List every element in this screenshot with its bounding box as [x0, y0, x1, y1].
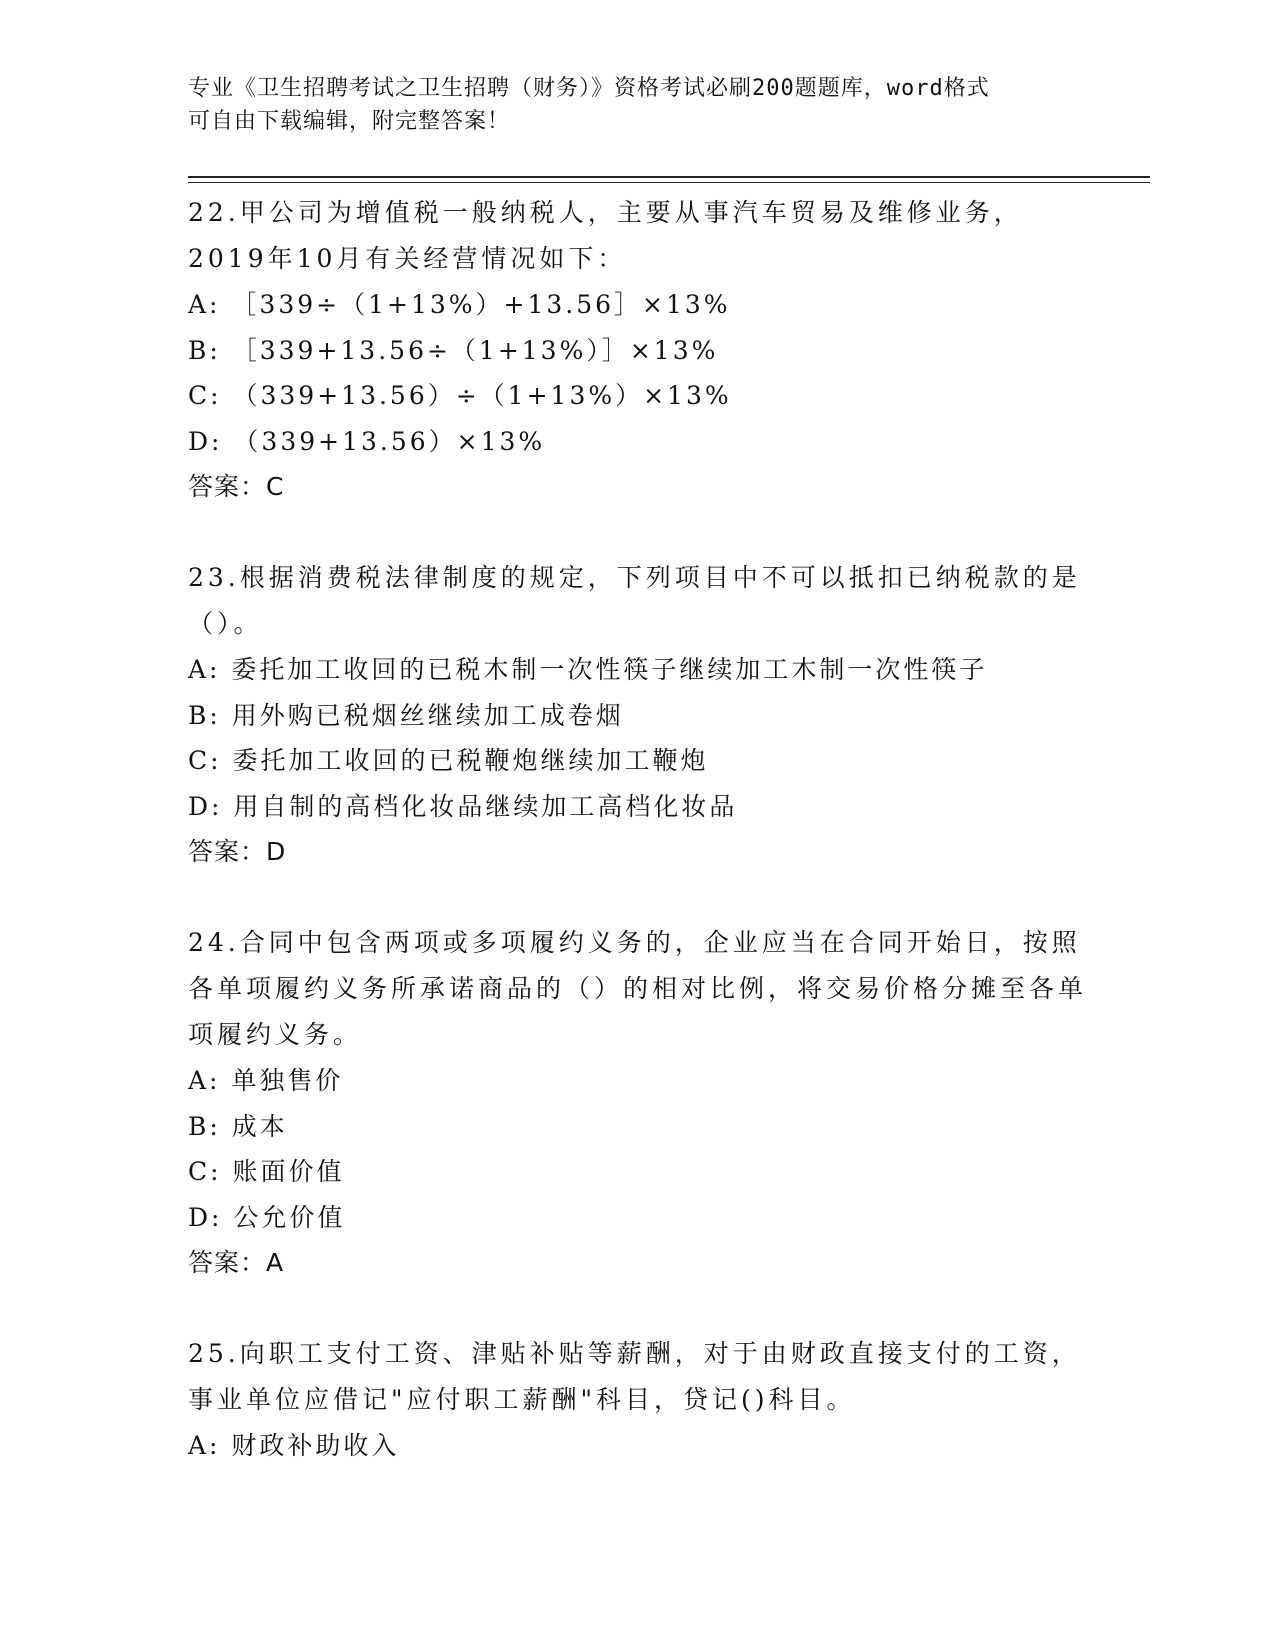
answer: 答案：A	[188, 1248, 285, 1277]
option-c: C: 委托加工收回的已税鞭炮继续加工鞭炮	[188, 746, 709, 775]
question-text: 22.甲公司为增值税一般纳税人，主要从事汽车贸易及维修业务，2019年10月有关经营情况如下：	[188, 198, 1023, 273]
option-a: A: 单独售价	[188, 1066, 344, 1095]
option-c: C: 账面价值	[188, 1157, 345, 1186]
question-22	[188, 190, 1088, 510]
option-b: B: 用外购已税烟丝继续加工成卷烟	[188, 700, 624, 730]
option-c: C: （339+13.56）÷（1+13%）×13%	[188, 381, 732, 410]
answer: 答案：D	[188, 837, 287, 866]
option-b: B: ［339+13.56÷（1+13%）］×13%	[188, 335, 719, 365]
option-a: A: 委托加工收回的已税木制一次性筷子继续加工木制一次性筷子	[188, 655, 988, 684]
document-header	[188, 72, 1088, 138]
option-d: D: 公允价值	[188, 1202, 346, 1232]
question-text: 23.根据消费税法律制度的规定，下列项目中不可以抵扣已纳税款的是（）。	[188, 563, 1081, 638]
option-d: D: （339+13.56）×13%	[188, 426, 546, 456]
header-line-2: 可自由下载编辑，附完整答案！	[188, 109, 511, 134]
header-line-1: 专业《卫生招聘考试之卫生招聘（财务）》资格考试必刷200题题库，word格式	[188, 76, 990, 101]
question-list	[188, 190, 1088, 1514]
question-text: 25.向职工支付工资、津贴补贴等薪酬，对于由财政直接支付的工资，事业单位应借记"应付职工薪酬"科目，贷记()科目。	[188, 1339, 1081, 1414]
header-divider-thin	[188, 182, 1150, 183]
option-a: A: 财政补助收入	[188, 1431, 400, 1460]
option-a: A: ［339÷（1+13%）+13.56］×13%	[188, 290, 731, 319]
option-b: B: 成本	[188, 1111, 288, 1141]
question-text: 24.合同中包含两项或多项履约义务的，企业应当在合同开始日，按照各单项履约义务所承诺商品的（）的相对比例，将交易价格分摊至各单项履约义务。	[188, 928, 1088, 1049]
option-d: D: 用自制的高档化妆品继续加工高档化妆品	[188, 791, 738, 821]
question-24	[188, 920, 1088, 1286]
answer: 答案：C	[188, 472, 285, 501]
question-23	[188, 555, 1088, 875]
header-divider	[188, 176, 1150, 178]
question-25	[188, 1331, 1088, 1469]
